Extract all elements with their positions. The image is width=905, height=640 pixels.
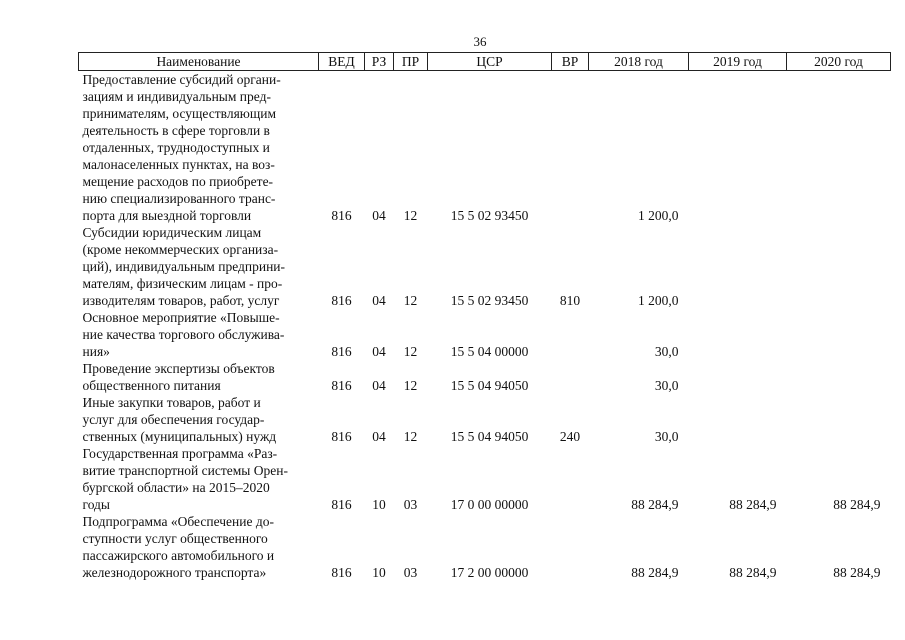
budget-table (78, 52, 891, 581)
name-line: отдаленных, труднодоступных и (82, 140, 270, 155)
cell-2018: 1 200,0 (638, 293, 679, 308)
name-line: бургской области» на 2015–2020 (82, 480, 270, 495)
cell-2020 (787, 224, 891, 309)
table-row (79, 445, 891, 513)
cell-2020 (787, 394, 891, 445)
name-line: пассажирского автомобильного и (82, 548, 275, 563)
table-row (79, 394, 891, 445)
name-line: (кроме некоммерческих организа- (82, 242, 279, 257)
header-name: Наименование (79, 53, 319, 71)
cell-csr: 15 5 04 00000 (450, 344, 529, 359)
cell-2018: 1 200,0 (638, 208, 679, 223)
name-line: Подпрограмма «Обеспечение до- (82, 514, 274, 529)
cell-vr (552, 71, 589, 225)
cell-name (79, 360, 319, 394)
cell-2019: 88 284,9 (729, 497, 777, 512)
name-line: Основное мероприятие «Повыше- (82, 310, 280, 325)
cell-2019 (689, 394, 787, 445)
name-line: Государственная программа «Раз- (82, 446, 278, 461)
cell-csr: 15 5 02 93450 (450, 293, 529, 308)
cell-rz: 04 (372, 429, 386, 444)
name-line: Иные закупки товаров, работ и (82, 395, 261, 410)
cell-name (79, 71, 319, 225)
cell-2019 (689, 71, 787, 225)
cell-vr (552, 513, 589, 581)
cell-2019 (689, 224, 787, 309)
cell-rz: 04 (372, 293, 386, 308)
cell-ved: 816 (331, 378, 352, 393)
header-ved: ВЕД (319, 53, 365, 71)
cell-vr: 810 (559, 293, 581, 308)
header-2020: 2020 год (787, 53, 891, 71)
name-line: ственных (муниципальных) нужд (82, 429, 277, 444)
name-line: принимателям, осуществляющим (82, 106, 277, 121)
cell-2018: 30,0 (654, 344, 679, 359)
table-row (79, 513, 891, 581)
cell-name (79, 224, 319, 309)
cell-rz: 04 (372, 378, 386, 393)
table-row (79, 71, 891, 225)
cell-2019 (689, 360, 787, 394)
name-line: ния» (82, 344, 110, 359)
cell-2019 (689, 309, 787, 360)
cell-ved: 816 (331, 293, 352, 308)
table-row (79, 224, 891, 309)
cell-pr: 03 (403, 497, 418, 512)
table-row (79, 360, 891, 394)
cell-csr: 15 5 04 94050 (450, 429, 529, 444)
table-row (79, 309, 891, 360)
cell-pr: 12 (403, 208, 418, 223)
cell-ved: 816 (331, 208, 352, 223)
cell-2020 (787, 71, 891, 225)
name-line: услуг для обеспечения государ- (82, 412, 265, 427)
name-line: годы (82, 497, 111, 512)
cell-2018: 30,0 (654, 429, 679, 444)
cell-vr (552, 360, 589, 394)
cell-pr: 12 (403, 378, 418, 393)
cell-rz: 04 (372, 344, 386, 359)
name-line: общественного питания (82, 378, 221, 393)
cell-pr: 12 (403, 344, 418, 359)
header-vr: ВР (552, 53, 589, 71)
name-line: Предоставление субсидий органи- (82, 72, 281, 87)
name-line: Субсидии юридическим лицам (82, 225, 262, 240)
cell-ved: 816 (331, 565, 352, 580)
header-csr: ЦСР (428, 53, 552, 71)
cell-2020 (787, 360, 891, 394)
name-line: мателям, физическим лицам - про- (82, 276, 283, 291)
cell-name (79, 513, 319, 581)
cell-ved: 816 (331, 344, 352, 359)
cell-name (79, 445, 319, 513)
name-line: нию специализированного транс- (82, 191, 276, 206)
name-line: деятельность в сфере торговли в (82, 123, 270, 138)
name-line: малонаселенных пунктах, на воз- (82, 157, 275, 172)
name-line: витие транспортной системы Орен- (82, 463, 288, 478)
cell-name (79, 309, 319, 360)
cell-rz: 04 (372, 208, 386, 223)
cell-pr: 12 (403, 429, 418, 444)
name-line: ций), индивидуальным предприни- (82, 259, 286, 274)
cell-2020: 88 284,9 (833, 565, 881, 580)
header-2018: 2018 год (589, 53, 689, 71)
cell-rz: 10 (372, 565, 386, 580)
cell-ved: 816 (331, 429, 352, 444)
cell-csr: 15 5 02 93450 (450, 208, 529, 223)
cell-name (79, 394, 319, 445)
cell-csr: 17 0 00 00000 (450, 497, 529, 512)
cell-pr: 03 (403, 565, 418, 580)
cell-pr: 12 (403, 293, 418, 308)
cell-2018: 88 284,9 (631, 497, 679, 512)
name-line: мещение расходов по приобрете- (82, 174, 274, 189)
cell-2018: 88 284,9 (631, 565, 679, 580)
header-rz: РЗ (365, 53, 394, 71)
name-line: порта для выездной торговли (82, 208, 252, 223)
header-pr: ПР (394, 53, 428, 71)
name-line: ние качества торгового обслужива- (82, 327, 285, 342)
cell-vr (552, 309, 589, 360)
cell-vr (552, 445, 589, 513)
table-header (79, 53, 891, 71)
header-2019: 2019 год (689, 53, 787, 71)
name-line: Проведение экспертизы объектов (82, 361, 275, 376)
cell-2019: 88 284,9 (729, 565, 777, 580)
cell-2018: 30,0 (654, 378, 679, 393)
cell-csr: 17 2 00 00000 (450, 565, 529, 580)
cell-ved: 816 (331, 497, 352, 512)
name-line: ступности услуг общественного (82, 531, 268, 546)
header-row (79, 53, 891, 71)
name-line: железнодорожного транспорта» (82, 565, 267, 580)
cell-rz: 10 (372, 497, 386, 512)
cell-csr: 15 5 04 94050 (450, 378, 529, 393)
cell-2020: 88 284,9 (833, 497, 881, 512)
name-line: зациям и индивидуальным пред- (82, 89, 271, 104)
cell-vr: 240 (559, 429, 581, 444)
table-body (79, 71, 891, 582)
cell-2020 (787, 309, 891, 360)
name-line: изводителям товаров, работ, услуг (82, 293, 280, 308)
page-number: 36 (473, 34, 487, 49)
